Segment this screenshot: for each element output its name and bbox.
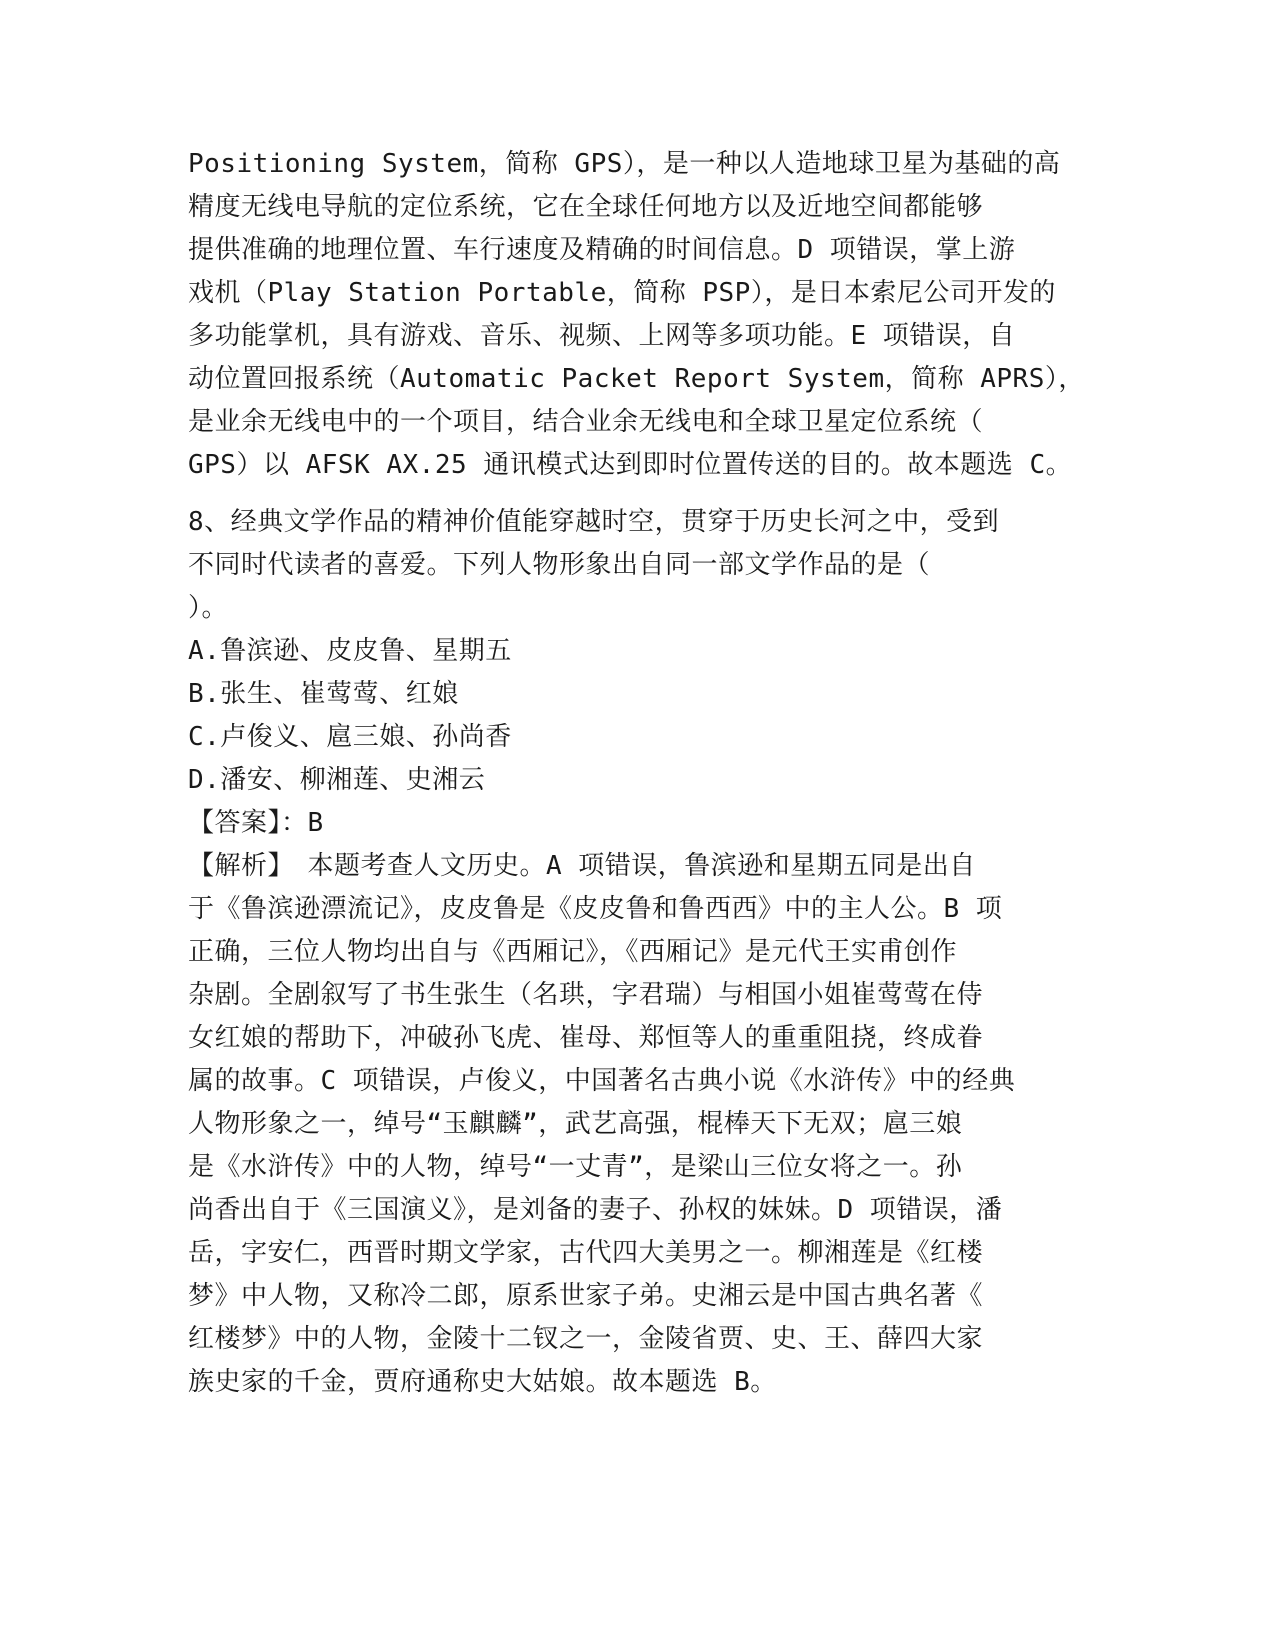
analysis-block (188, 845, 1088, 1404)
analysis-line: 【解析】 本题考查人文历史。A 项错误，鲁滨逊和星期五同是出自 (188, 851, 976, 881)
analysis-line: 杂剧。全剧叙写了书生张生（名珙，字君瑞）与相国小姐崔莺莺在侍 (188, 980, 984, 1010)
analysis-line: 正确，三位人物均出自与《西厢记》，《西厢记》是元代王实甫创作 (188, 937, 958, 967)
analysis-line: 族史家的千金，贾府通称史大姑娘。故本题选 B。 (188, 1367, 777, 1397)
text-line: 提供准确的地理位置、车行速度及精确的时间信息。D 项错误，掌上游 (188, 235, 1016, 265)
analysis-line: 是《水浒传》中的人物，绰号“一丈青”，是梁山三位女将之一。孙 (188, 1152, 963, 1182)
option-c: C.卢俊义、扈三娘、孙尚香 (188, 722, 512, 752)
text-line: 精度无线电导航的定位系统，它在全球任何地方以及近地空间都能够 (188, 192, 984, 222)
text-line: 多功能掌机，具有游戏、音乐、视频、上网等多项功能。E 项错误，自 (188, 321, 1016, 351)
option-d: D.潘安、柳湘莲、史湘云 (188, 765, 486, 795)
text-line: 戏机（Play Station Portable，简称 PSP），是日本索尼公司开发的 (188, 278, 1056, 308)
option-a: A.鲁滨逊、皮皮鲁、星期五 (188, 636, 512, 666)
question-stem-line: ）。 (188, 593, 229, 623)
text-line: Positioning System，简称 GPS），是一种以人造地球卫星为基础的高 (188, 149, 1061, 179)
question-8 (188, 501, 1088, 630)
question-stem-line: 8、经典文学作品的精神价值能穿越时空，贯穿于历史长河之中，受到 (188, 507, 1000, 537)
analysis-line: 女红娘的帮助下，冲破孙飞虎、崔母、郑恒等人的重重阻挠，终成眷 (188, 1023, 984, 1053)
text-line: 是业余无线电中的一个项目，结合业余无线电和全球卫星定位系统（ (188, 407, 984, 437)
analysis-line: 尚香出自于《三国演义》，是刘备的妻子、孙权的妹妹。D 项错误，潘 (188, 1195, 1003, 1225)
analysis-line: 属的故事。C 项错误，卢俊义，中国著名古典小说《水浒传》中的经典 (188, 1066, 1016, 1096)
text-line: 动位置回报系统（Automatic Packet Report System，简称 APRS）， (188, 364, 1085, 394)
answer-options (188, 630, 1088, 802)
analysis-line: 梦》中人物，又称冷二郎，原系世家子弟。史湘云是中国古典名著《 (188, 1281, 984, 1311)
text-line: GPS）以 AFSK AX.25 通讯模式达到即时位置传送的目的。故本题选 C。 (188, 450, 1073, 480)
analysis-line: 红楼梦》中的人物，金陵十二钗之一，金陵省贾、史、王、薛四大家 (188, 1324, 984, 1354)
analysis-line: 于《鲁滨逊漂流记》，皮皮鲁是《皮皮鲁和鲁西西》中的主人公。B 项 (188, 894, 1003, 924)
analysis-line: 人物形象之一，绰号“玉麒麟”，武艺高强，棍棒天下无双；扈三娘 (188, 1109, 963, 1139)
analysis-line: 岳，字安仁，西晋时期文学家，古代四大美男之一。柳湘莲是《红楼 (188, 1238, 984, 1268)
previous-explanation-continuation (188, 143, 1088, 487)
document-page (188, 143, 1088, 1404)
answer-line: 【答案】：B (188, 808, 324, 838)
question-stem-line: 不同时代读者的喜爱。下列人物形象出自同一部文学作品的是（ (188, 550, 931, 580)
option-b: B.张生、崔莺莺、红娘 (188, 679, 459, 709)
